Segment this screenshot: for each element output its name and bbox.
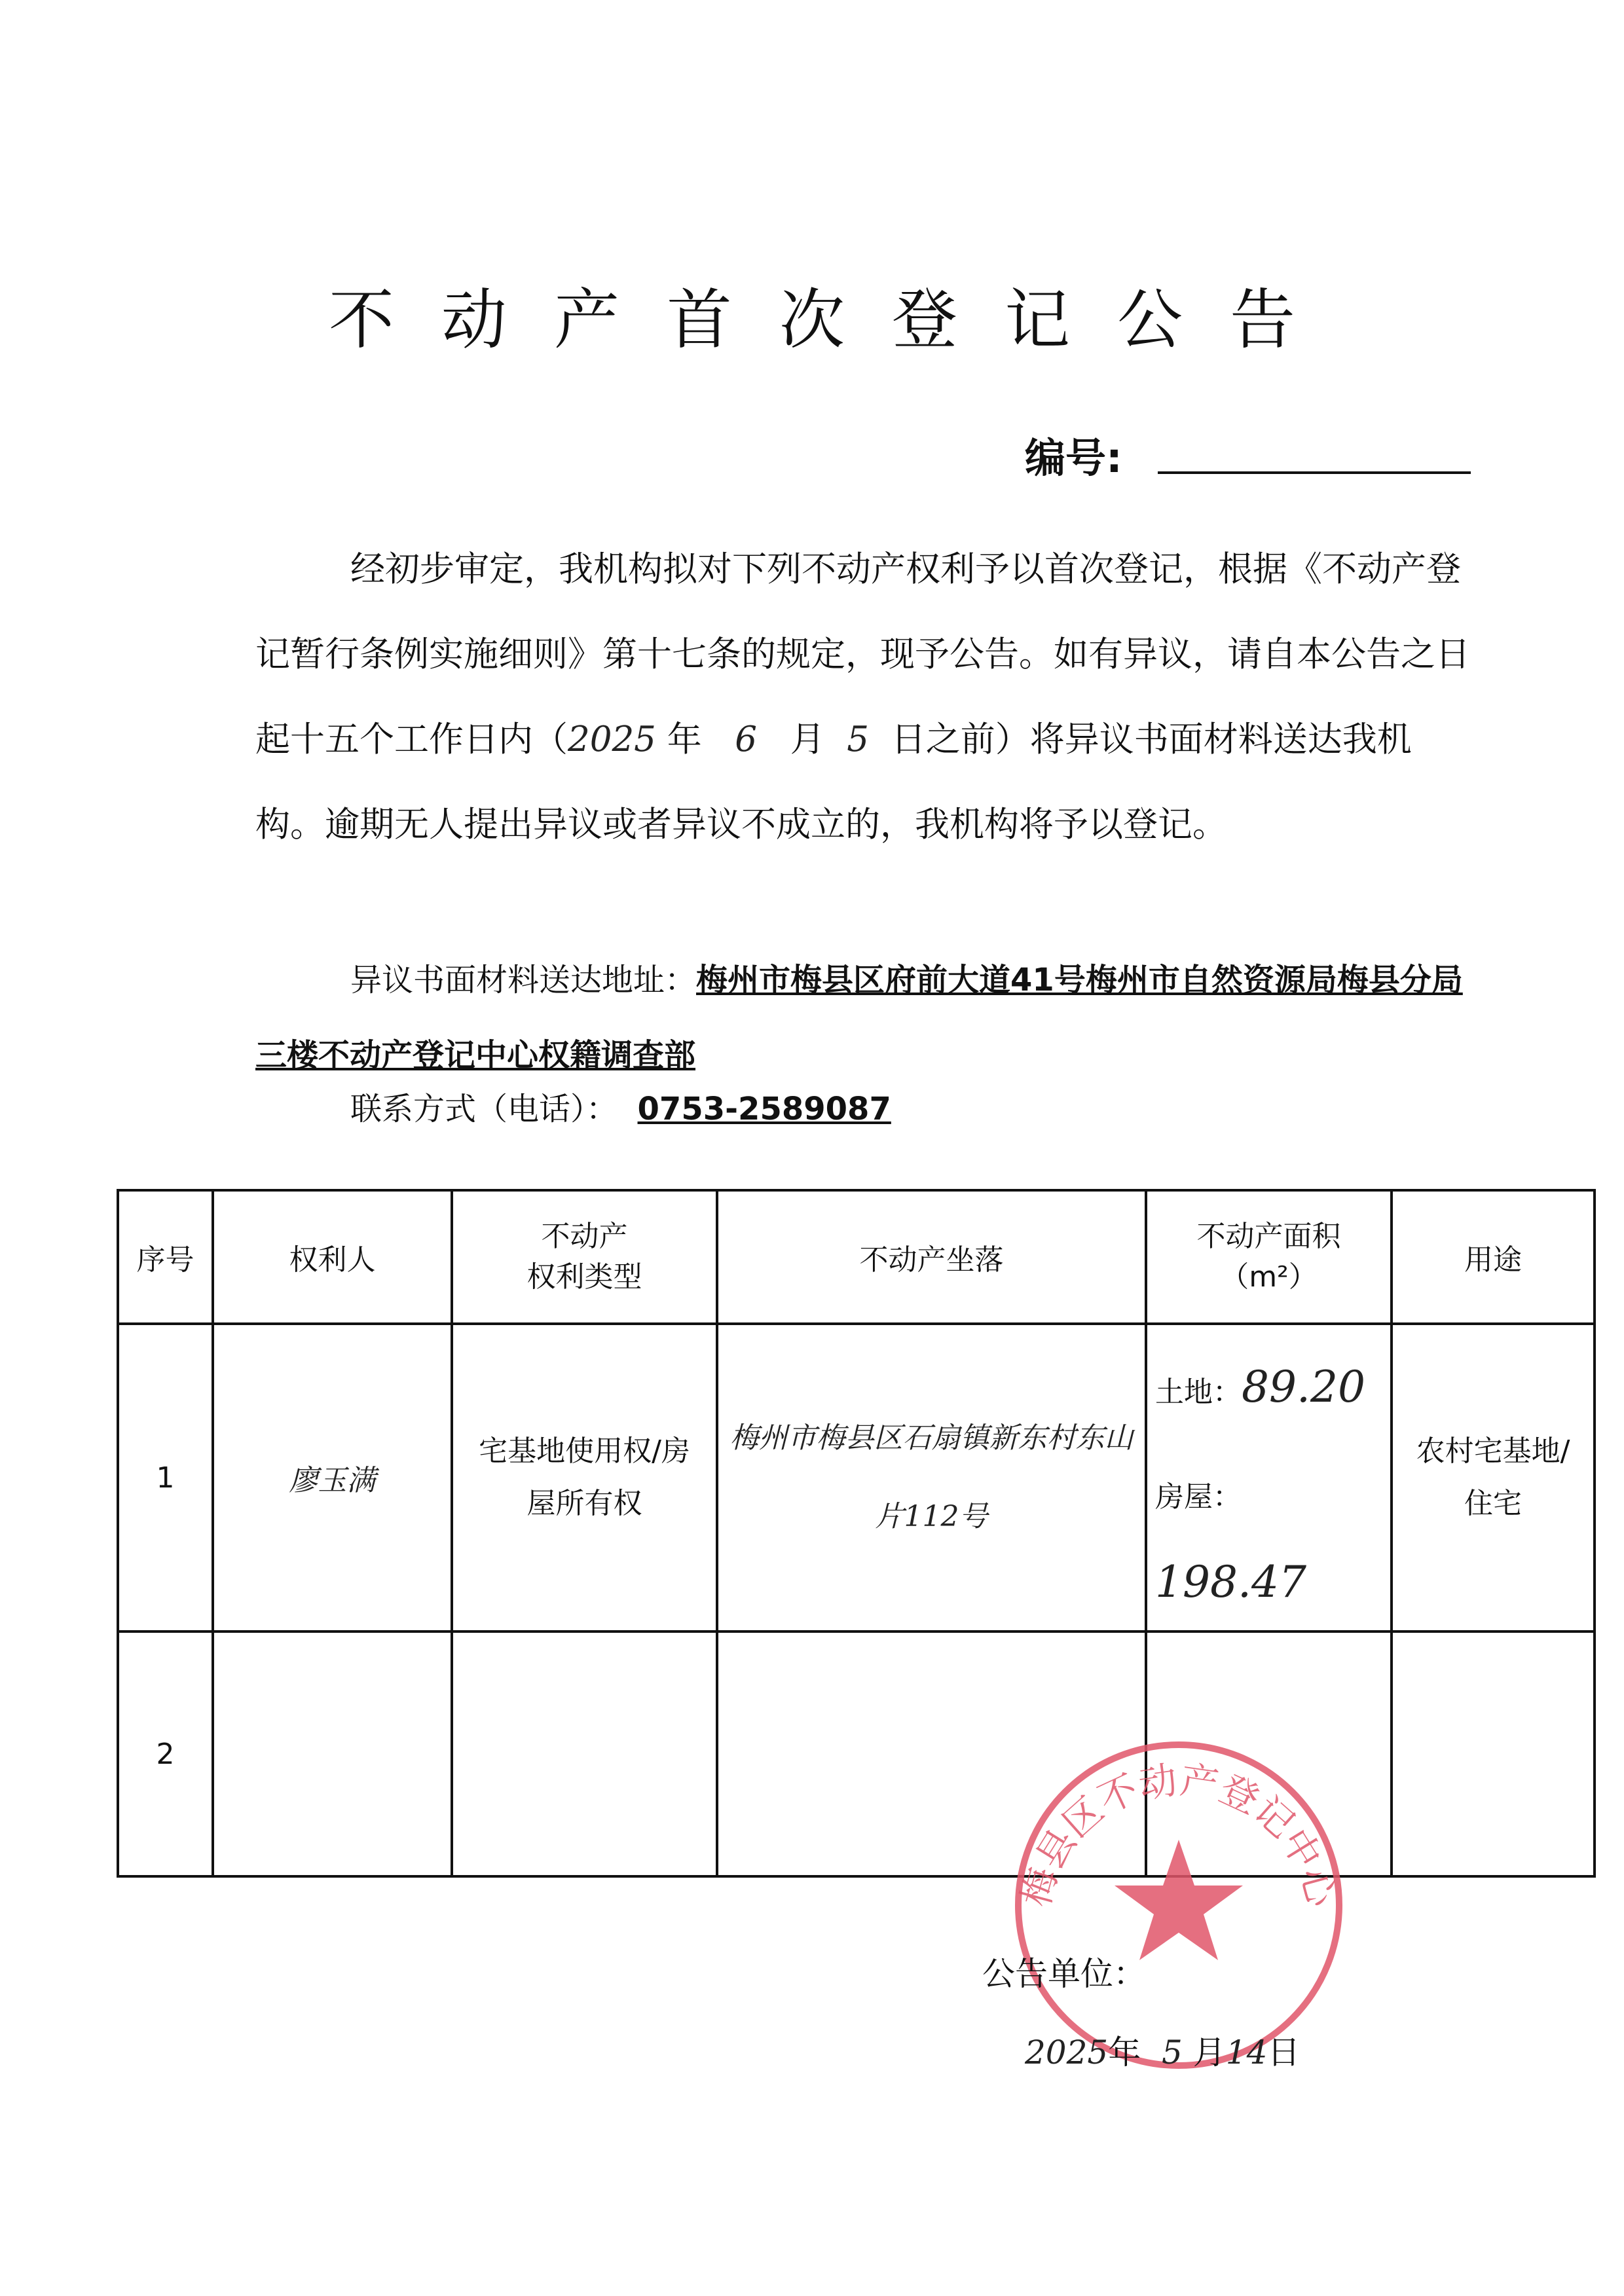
property-table xyxy=(117,1189,1596,1878)
header-seq: 序号 xyxy=(118,1190,213,1324)
row-use xyxy=(1392,1631,1595,1876)
address-block xyxy=(255,943,1480,1093)
header-location: 不动产坐落 xyxy=(717,1190,1146,1324)
row-area xyxy=(1146,1324,1392,1631)
address-value: 梅州市梅县区府前大道41号梅州市自然资源局梅县分局三楼不动产登记中心权籍调查部 xyxy=(255,962,1463,1074)
deadline-year: 2025 xyxy=(568,720,656,759)
date-year-char: 年 xyxy=(1108,2033,1141,2071)
table-row xyxy=(118,1631,1595,1876)
page-title: 不动产首次登记公告 xyxy=(329,282,1342,358)
date-month: 5 xyxy=(1162,2033,1183,2071)
land-label: 土地： xyxy=(1155,1376,1242,1409)
notice-text-a: 经初步审定，我机构拟对下列不动产权利予以首次登记，根据《不动产登记暂行条例实施细则》第十七条的规定，现予公告。如有异议，请自本公告之日起十五个工作日内（ xyxy=(255,549,1470,759)
table-row xyxy=(118,1324,1595,1631)
notice-paragraph xyxy=(255,527,1480,867)
header-use: 用途 xyxy=(1392,1190,1595,1324)
header-area: 不动产面积 （m²） xyxy=(1146,1190,1392,1324)
row-type xyxy=(452,1631,717,1876)
row-location: 梅州市梅县区石扇镇新东村东山片112号 xyxy=(717,1324,1146,1631)
table-header-row xyxy=(118,1190,1595,1324)
notice-text-b: 日之前）将异议书面材料送达我机构。逾期无人提出异议或者异议不成立的，我机构将予以登记。 xyxy=(255,720,1412,845)
date-day-char: 日 xyxy=(1267,2033,1301,2071)
notice-date xyxy=(1025,2026,1300,2073)
deadline-year-char: 年 xyxy=(667,720,702,759)
date-year: 2025 xyxy=(1025,2033,1109,2071)
address-label: 异议书面材料送达地址： xyxy=(350,962,697,998)
issuer-label: 公告单位： xyxy=(982,1955,1146,1993)
header-type: 不动产 权利类型 xyxy=(452,1190,717,1324)
contact-line xyxy=(350,1084,891,1129)
row-seq: 1 xyxy=(118,1324,213,1631)
number-blank-line xyxy=(1158,471,1471,474)
deadline-day: 5 xyxy=(847,720,870,759)
row-use: 农村宅基地/住宅 xyxy=(1392,1324,1595,1631)
area-land xyxy=(1147,1325,1390,1455)
seal-text: 梅县区不动产登记中心 xyxy=(1013,1757,1344,1912)
row-type: 宅基地使用权/房屋所有权 xyxy=(452,1324,717,1631)
seal-star-icon xyxy=(1115,1840,1243,1960)
house-label: 房屋： xyxy=(1155,1480,1242,1514)
date-day: 14 xyxy=(1225,2033,1268,2071)
row-holder xyxy=(213,1631,452,1876)
area-house xyxy=(1147,1455,1390,1630)
row-seq: 2 xyxy=(118,1631,213,1876)
deadline-month: 6 xyxy=(735,720,758,759)
contact-phone: 0753-2589087 xyxy=(637,1091,891,1127)
date-month-char: 月 xyxy=(1192,2033,1226,2071)
land-value: 89.20 xyxy=(1242,1362,1365,1412)
house-value: 198.47 xyxy=(1155,1557,1306,1607)
contact-label: 联系方式（电话）： xyxy=(350,1091,618,1127)
number-label: 编号: xyxy=(1025,434,1122,482)
deadline-month-char: 月 xyxy=(790,720,825,759)
row-holder: 廖玉满 xyxy=(213,1324,452,1631)
header-holder: 权利人 xyxy=(213,1190,452,1324)
